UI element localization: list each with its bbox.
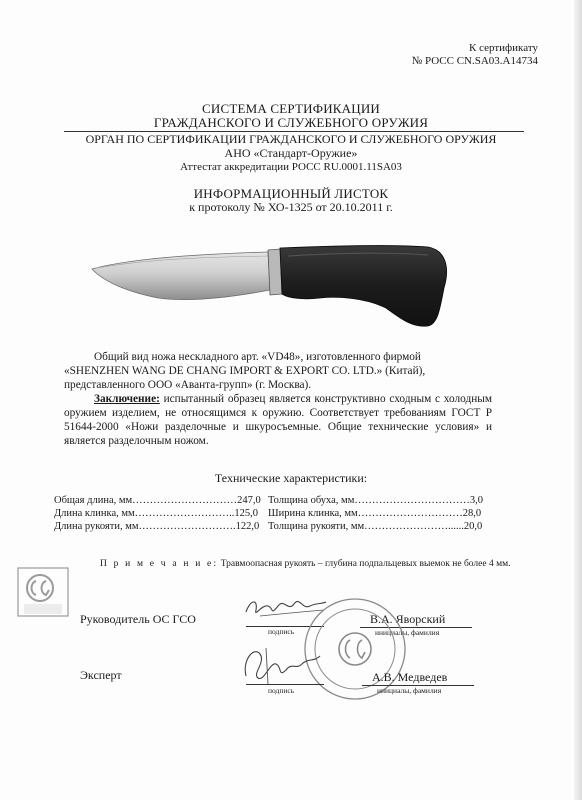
description-line-2: «SHENZHEN WANG DE CHANG IMPORT & EXPORT CO. LTD.» (Китай), xyxy=(64,365,426,377)
note-label: П р и м е ч а н и е: xyxy=(100,559,219,569)
spec-handle-thickness: Толщина рукояти, мм……………………......20,0 xyxy=(268,521,483,532)
expert-name: А.В. Медведев xyxy=(372,670,448,684)
document-title: ИНФОРМАЦИОННЫЙ ЛИСТОК xyxy=(193,186,389,201)
head-name-caption: инициалы, фамилия xyxy=(375,628,440,637)
stamp-c-mark xyxy=(32,581,37,595)
organization-name: АНО «Стандарт-Оружие» xyxy=(224,146,358,160)
accreditation-text: Аттестат аккредитации РОСС RU.0001.11SA03 xyxy=(180,161,402,173)
stamp-code-area xyxy=(24,604,62,614)
note-text: Травмоопасная рукоять – глубина подпальцевых выемок не более 4 мм. xyxy=(220,559,511,569)
expert-role: Эксперт xyxy=(80,668,122,682)
expert-signature xyxy=(236,640,326,688)
system-title-1: СИСТЕМА СЕРТИФИКАЦИИ xyxy=(201,101,381,116)
description-line-3: представленного ООО «Аванта-групп» (г. Москва). xyxy=(64,379,312,391)
conclusion-paragraph xyxy=(64,392,492,448)
description-line-1: Общий вид ножа нескладного арт. «VD48», изготовленного фирмой xyxy=(94,351,421,363)
organ-title: ОРГАН ПО СЕРТИФИКАЦИИ ГРАЖДАНСКОГО И СЛУЖЕБНОГО ОРУЖИЯ xyxy=(85,132,497,146)
head-signature-caption: подпись xyxy=(268,627,295,636)
knife-photo xyxy=(88,228,468,338)
expert-signature-line xyxy=(246,684,324,685)
head-role: Руководитель ОС ГСО xyxy=(80,612,196,626)
seal-t-mark xyxy=(358,640,366,658)
certification-mark-stamp xyxy=(16,566,70,618)
expert-name-caption: инициалы, фамилия xyxy=(377,686,442,695)
spec-spine-thickness: Толщина обуха, мм……………………………3,0 xyxy=(268,495,483,506)
conclusion-text: испытанный образец является конструктивно сходным с холодным оружием изделием, не относящимся к оружию. Соответствует требованиям ГОСТ Р 51644-2000 «Ножи разделочные и шкуросъемные. Общие технические условия» и является разделочным ножом. xyxy=(64,393,492,447)
specs-title: Технические характеристики: xyxy=(214,471,368,485)
expert-signature-caption: подпись xyxy=(268,686,295,695)
reference-line-2: № РОСС CN.SA03.A14734 xyxy=(411,55,538,67)
system-title-2: ГРАЖДАНСКОГО И СЛУЖЕБНОГО ОРУЖИЯ xyxy=(153,115,429,130)
reference-line-1: К сертификату xyxy=(469,42,538,54)
seal-c-mark xyxy=(346,640,351,658)
conclusion-label: Заключение: xyxy=(94,393,160,405)
description-paragraph xyxy=(64,350,492,392)
head-name: В.А. Яворский xyxy=(370,612,446,626)
seal-center-mark xyxy=(339,633,371,665)
certificate-reference xyxy=(412,42,538,68)
spec-blade-length: Длина клинка, мм………………………..125,0 xyxy=(54,508,259,519)
knife-handle xyxy=(280,245,447,326)
spec-total-length: Общая длина, мм…………………………247,0 xyxy=(54,495,261,506)
spec-handle-length: Длина рукояти, мм……………………….122,0 xyxy=(54,521,260,532)
protocol-reference: к протоколу № ХО-1325 от 20.10.2011 г. xyxy=(189,200,393,214)
stamp-t-mark xyxy=(42,581,50,595)
note xyxy=(100,558,511,570)
knife-bolster xyxy=(268,249,282,295)
spec-blade-width: Ширина клинка, мм…………………………28,0 xyxy=(268,508,482,519)
